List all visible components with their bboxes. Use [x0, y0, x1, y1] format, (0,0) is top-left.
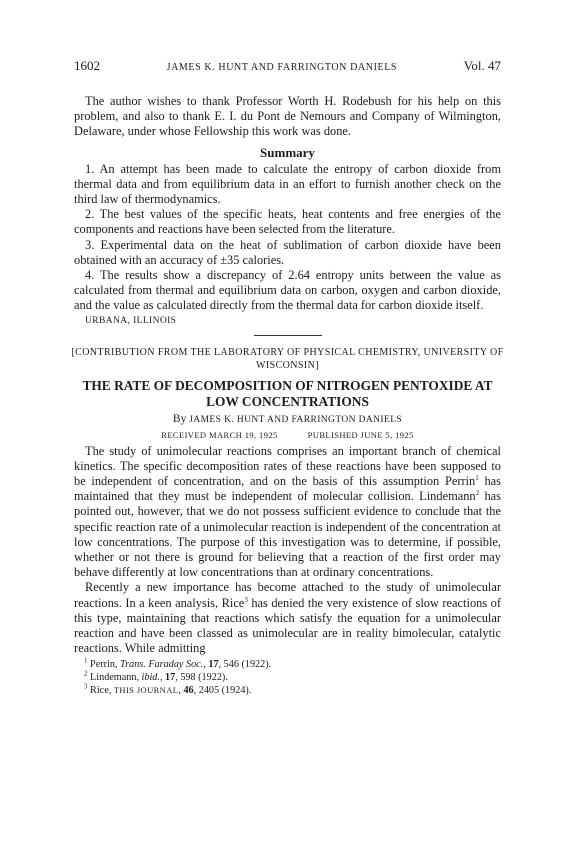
running-header: [74, 58, 501, 78]
affiliation: URBANA, ILLINOIS: [85, 315, 177, 326]
footnote-ref-2: 2: [475, 489, 480, 498]
summary-item-1: 1. An attempt has been made to calculate the entropy of carbon dioxide from thermal data and from equilibrium data in an effort to furnish another check on the third law of thermodynamics.: [74, 161, 501, 207]
published-date: PUBLISHED JUNE 5, 1925: [307, 429, 414, 440]
footnote-2: $^2$ Lindemann, ibid., 17, 598 (1922).: [84, 669, 228, 683]
body-paragraph-1: The study of unimolecular reactions comprises an important branch of chemical kinetics. The specific decomposition rates of these reactions have been supposed to be independent of concentration, and on the basis of this assumption Perrin$^1$ has maintained that they must be independent of molecular collision. Lindemann$^2$ has pointed out, however, that we do not possess sufficient evidence to conclude that the specific reaction rate of a unimolecular reaction is independent of the concentration at low concentrations. The purpose of this investigation was to determine, if possible, whether or not there is ground for believing that a reaction of the first order may behave differently at low concentrations than at ordinary concentrations.: [74, 443, 501, 580]
summary-heading: Summary: [260, 144, 315, 160]
summary-item-3: 3. Experimental data on the heat of sublimation of carbon dioxide have been obtained with an accuracy of ±35 calories.: [74, 237, 501, 267]
footnote-1: $^1$ Perrin, Trans. Faraday Soc., 17, 546 (1922).: [84, 657, 272, 671]
article-title: THE RATE OF DECOMPOSITION OF NITROGEN PENTOXIDE AT LOW CONCENTRATIONS: [82, 377, 493, 409]
acknowledgment-paragraph: The author wishes to thank Professor Worth H. Rodebush for his help on this problem, and also to thank E. I. du Pont de Nemours and Company of Wilmington, Delaware, under whose Fellowship this work was done.: [74, 94, 501, 139]
footnote-ref-1: 1: [475, 473, 479, 482]
byline-prefix: By: [172, 412, 187, 425]
footnote-3: $^3$ Rice, THIS JOURNAL, 46, 2405 (1924).: [84, 683, 252, 697]
body-paragraph-2: Recently a new importance has become attached to the study of unimolecular reactions. In a keen analysis, Rice$^3$ has denied the very existence of slow reactions of this type, maintaining that reactions which satisfy the equation for a unimolecular reaction and have been classed as unimolecular are in reality bimolecular, catalytic reactions. While admitting: [74, 580, 501, 656]
footnote-ref-3: 3: [244, 595, 248, 604]
article-dates: [74, 428, 501, 442]
section-divider: [254, 335, 322, 336]
contribution-note: [CONTRIBUTION FROM THE LABORATORY OF PHYSICAL CHEMISTRY, UNIVERSITY OF WISCONSIN]: [71, 346, 504, 372]
summary-item-2: 2. The best values of the specific heats, heat contents and free energies of the components and reactions have been selected from the literature.: [74, 207, 501, 237]
page-number: 1602: [74, 58, 100, 73]
received-date: RECEIVED MARCH 19, 1925: [161, 429, 278, 440]
footnotes: [84, 659, 501, 698]
byline: [74, 412, 501, 428]
authors: JAMES K. HUNT AND FARRINGTON DANIELS: [189, 414, 403, 425]
journal-page: [71, 58, 504, 698]
summary-item-4: 4. The results show a discrepancy of 2.64 entropy units between the value as calculated from thermal and equilibrium data on carbon, oxygen and carbon dioxide, and the value as calculated directly from the thermal data for carbon dioxide itself.: [74, 268, 501, 313]
volume-label: Vol. 47: [463, 58, 501, 73]
running-title: JAMES K. HUNT AND FARRINGTON DANIELS: [166, 62, 398, 73]
